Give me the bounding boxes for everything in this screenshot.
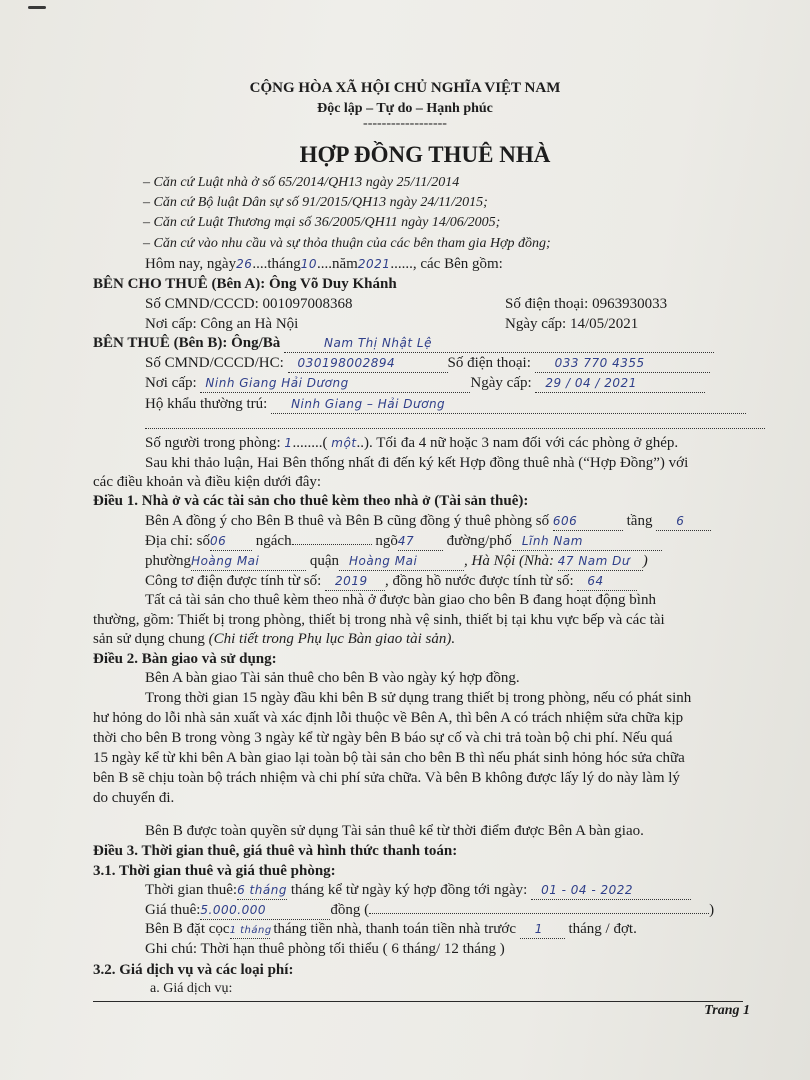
party-a-issue-date: Ngày cấp: 14/05/2021	[505, 316, 639, 332]
party-a-id: Số CMND/CCCD: 001097008368	[145, 296, 353, 312]
article-1-address-line: Địa chỉ: số06 ngách ngõ47 đường/phố Lĩnh Nam	[145, 533, 662, 551]
party-b-residence-handwritten: Ninh Giang – Hải Dương	[291, 397, 446, 411]
lane-handwritten: 47	[397, 534, 415, 548]
article-2-line-8: Bên B được toàn quyền sử dụng Tài sản thuê kể từ thời điểm được Bên A bàn giao.	[145, 823, 644, 839]
party-a-heading: BÊN CHO THUÊ (Bên A): Ông Võ Duy Khánh	[93, 276, 397, 292]
article-2-line-7: do chuyển đi.	[93, 790, 175, 806]
article-2-line-3: hư hỏng do lỗi nhà sản xuất và xác định lỗi thuộc về Bên A, thì bên A có trách nhiệm sửa chữa kịp	[93, 710, 684, 726]
deposit-handwritten: 1 tháng	[229, 925, 272, 936]
floor-handwritten: 6	[676, 514, 685, 528]
article-2-line-5: 15 ngày kể từ khi bên A bàn giao lại toàn bộ tài sản cho bên B thì nếu phát sinh hỏng hóc sửa chữa	[93, 750, 685, 766]
house-name-handwritten: 47 Nam Dư	[557, 554, 630, 568]
party-b-heading-line: BÊN THUÊ (Bên B): Ông/Bà Nam Thị Nhật Lệ	[93, 335, 714, 353]
punch-mark	[28, 6, 46, 9]
rental-term-handwritten: 6 tháng	[237, 883, 287, 897]
year-handwritten: 2021	[357, 257, 391, 271]
minimum-term-note: Ghi chú: Thời hạn thuê phòng tối thiểu ( 6 tháng/ 12 tháng )	[145, 941, 505, 957]
service-price-line: a. Giá dịch vụ:	[150, 981, 233, 996]
footer-rule	[93, 1001, 743, 1002]
party-b-issue-place-handwritten: Ninh Giang Hải Dương	[205, 376, 349, 390]
country-header: CỘNG HÒA XÃ HỘI CHỦ NGHĨA VIỆT NAM	[249, 80, 561, 96]
motto: Độc lập – Tự do – Hạnh phúc	[317, 101, 493, 116]
street-handwritten: Lĩnh Nam	[521, 534, 583, 548]
party-b-name-handwritten: Nam Thị Nhật Lệ	[324, 336, 432, 350]
party-b-id-line: Số CMND/CCCD/HC: 030198002894 Số điện thoại: 033 770 4355	[145, 355, 710, 373]
district-handwritten: Hoàng Mai	[348, 554, 418, 568]
blank-dotted-line	[145, 428, 765, 429]
page-number: Trang 1	[704, 1003, 750, 1018]
water-meter-handwritten: 64	[587, 574, 604, 588]
party-b-phone-handwritten: 033 770 4355	[554, 356, 645, 370]
room-number-handwritten: 606	[552, 514, 578, 528]
rent-price-handwritten: 5.000.000	[200, 903, 266, 917]
intro-line-1: Sau khi thảo luận, Hai Bên thống nhất đi đến ký kết Hợp đồng thuê nhà (“Hợp Đồng”) với	[145, 455, 689, 471]
electric-meter-handwritten: 2019	[335, 574, 368, 588]
article-2-line-6: bên B sẽ chịu toàn bộ trách nhiệm và chi phí sửa chữa. Và bên B không được lấy lý do này làm lý	[93, 770, 680, 786]
party-b-residence-line: Hộ khẩu thường trú: Ninh Giang – Hải Dương	[145, 396, 746, 414]
party-a-phone: Số điện thoại: 0963930033	[505, 296, 668, 312]
intro-line-2: các điều khoản và điều kiện dưới đây:	[93, 474, 322, 490]
ward-handwritten: Hoàng Mai	[191, 554, 260, 568]
party-b-issue-line: Nơi cấp: Ninh Giang Hải Dương Ngày cấp: 29 / 04 / 2021	[145, 375, 705, 393]
day-handwritten: 26	[236, 257, 253, 271]
party-a-issue-place: Nơi cấp: Công an Hà Nội	[145, 316, 299, 332]
legal-basis-2: – Căn cứ Bộ luật Dân sự số 91/2015/QH13 ngày 24/11/2015;	[143, 195, 488, 210]
party-b-issue-date-handwritten: 29 / 04 / 2021	[545, 376, 637, 390]
rent-price-line: Giá thuê:5.000.000 đồng ( )	[145, 902, 715, 918]
motto-separator: ------------------	[363, 116, 447, 131]
article-1-heading: Điều 1. Nhà ở và các tài sản cho thuê kèm theo nhà ở (Tài sản thuê):	[93, 493, 529, 509]
end-date-handwritten: 01 - 04 - 2022	[541, 883, 634, 897]
article-1-para-2: thường, gồm: Thiết bị trong phòng, thiết bị trong nhà vệ sinh, thiết bị tại khu vực bếp và các tài	[93, 612, 665, 628]
article-2-heading: Điều 2. Bàn giao và sử dụng:	[93, 651, 277, 667]
occupants-count-handwritten: 1	[284, 436, 293, 450]
article-3-heading: Điều 3. Thời gian thuê, giá thuê và hình thức thanh toán:	[93, 843, 458, 859]
rental-term-line: Thời gian thuê:6 tháng tháng kể từ ngày ký hợp đồng tới ngày: 01 - 04 - 2022	[145, 882, 691, 900]
party-b-id-handwritten: 030198002894	[297, 356, 396, 370]
section-3-1-heading: 3.1. Thời gian thuê và giá thuê phòng:	[93, 863, 336, 879]
section-3-2-heading: 3.2. Giá dịch vụ và các loại phí:	[93, 962, 294, 978]
legal-basis-3: – Căn cứ Luật Thương mại số 36/2005/QH11 ngày 14/06/2005;	[143, 215, 501, 230]
article-1-ward-line: phườngHoàng Mai quận Hoàng Mai , Hà Nội (Nhà: 47 Nam Dư )	[145, 553, 648, 569]
article-1-meter-line: Công tơ điện được tính từ số: 2019 , đồng hồ nước được tính từ số: 64	[145, 573, 637, 591]
deposit-line: Bên B đặt cọc1 tháng tháng tiền nhà, thanh toán tiền nhà trước 1 tháng / đợt.	[145, 921, 637, 937]
article-2-line-2: Trong thời gian 15 ngày đầu khi bên B sử dụng trang thiết bị trong phòng, nếu có phát sinh	[145, 690, 692, 706]
contract-date-line: Hôm nay, ngày26....tháng10....năm2021......, các Bên gồm:	[145, 256, 503, 272]
article-2-line-4: thời cho bên B trong vòng 3 ngày kể từ ngày bên B báo sự cố và chi trả toàn bộ chi phí. Nếu quá	[93, 730, 673, 746]
legal-basis-4: – Căn cứ vào nhu cầu và sự thỏa thuận của các bên tham gia Hợp đồng;	[143, 236, 551, 251]
payment-period-handwritten: 1	[534, 922, 543, 936]
legal-basis-1: – Căn cứ Luật nhà ở số 65/2014/QH13 ngày 25/11/2014	[143, 175, 460, 190]
article-1-para-1: Tất cả tài sản cho thuê kèm theo nhà ở được bàn giao cho bên B đang hoạt động bình	[145, 592, 656, 608]
article-1-room-line: Bên A đồng ý cho Bên B thuê và Bên B cũng đồng ý thuê phòng số 606 tầng 6	[145, 513, 711, 531]
article-2-line-1: Bên A bàn giao Tài sản thuê cho bên B vào ngày ký hợp đồng.	[145, 670, 520, 686]
party-b-occupants-line: Số người trong phòng: 1........( một..). Tối đa 4 nữ hoặc 3 nam đối với các phòng ở ghép.	[145, 435, 679, 451]
occupants-words-handwritten: một	[331, 436, 357, 450]
article-1-para-3: sản sử dụng chung (Chi tiết trong Phụ lục Bàn giao tài sản).	[93, 631, 456, 647]
document-title: HỢP ĐỒNG THUÊ NHÀ	[299, 142, 551, 167]
house-number-handwritten: 06	[210, 534, 227, 548]
month-handwritten: 10	[300, 257, 317, 271]
